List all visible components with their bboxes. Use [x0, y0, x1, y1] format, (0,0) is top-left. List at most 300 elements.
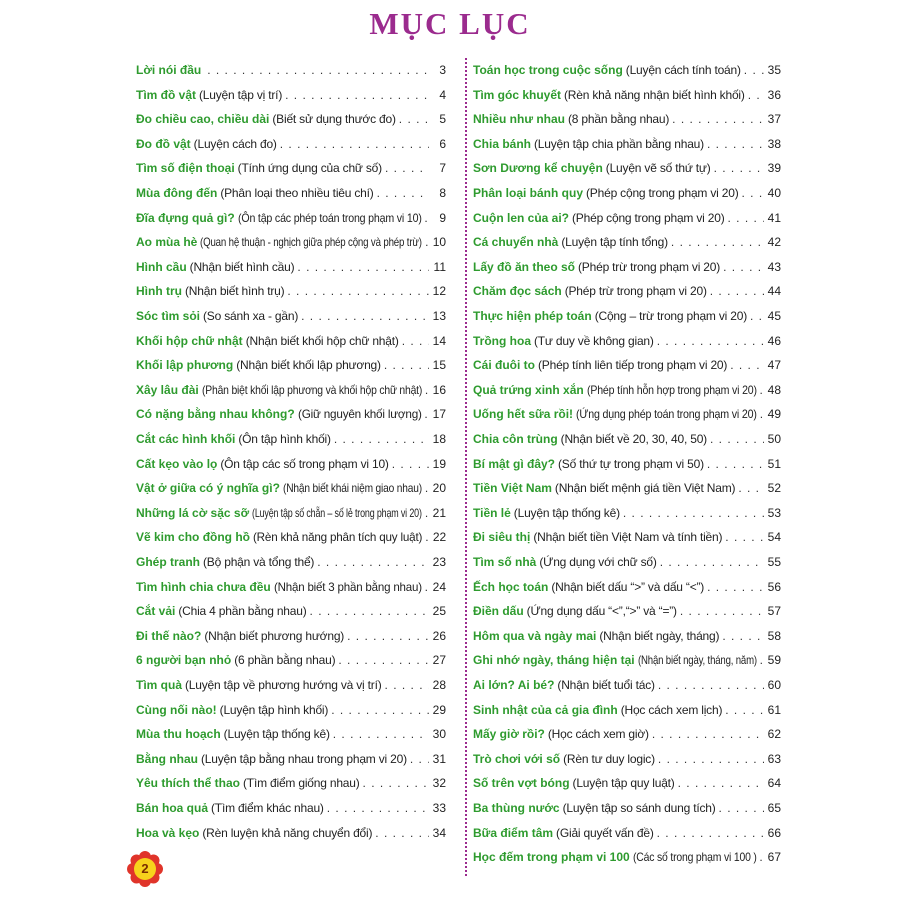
- toc-entry-title: Tìm đồ vật: [136, 87, 197, 102]
- toc-entry-title: Cùng nối nào!: [136, 702, 217, 717]
- toc-entry-title: Bằng nhau: [136, 751, 198, 766]
- toc-leader-dots: [297, 257, 429, 277]
- toc-entry-page: 55: [767, 555, 781, 569]
- toc-leader-dots: [719, 798, 764, 818]
- toc-entry-subtitle: (8 phần bằng nhau): [568, 112, 670, 127]
- toc-leader-dots: [287, 281, 429, 301]
- toc-entry-title: Cắt các hình khối: [136, 432, 236, 446]
- toc-entry-page: 26: [432, 628, 446, 643]
- toc-entry: [473, 823, 781, 843]
- toc-leader-dots: [207, 60, 429, 80]
- toc-entry-title: Số trên vợt bóng: [473, 776, 570, 791]
- toc-entry-subtitle: (Luyện tập quy luật): [572, 776, 675, 791]
- toc-entry-subtitle: (Nhận biết khái niệm giao nhau): [282, 481, 422, 496]
- toc-entry-subtitle: (Quan hệ thuận - nghịch giữa phép cộng và phép trừ): [200, 235, 423, 250]
- toc-entry-page: 22: [432, 530, 447, 545]
- toc-entry-title: Nhiều như nhau: [473, 112, 566, 127]
- toc-entry-subtitle: (Tính ứng dụng của chữ số): [237, 161, 382, 176]
- toc-entry-title: Xây lâu đài: [136, 382, 199, 397]
- toc-entry-title: Thực hiện phép toán: [473, 309, 592, 323]
- toc-leader-dots: [392, 454, 429, 474]
- toc-entry-title: Sinh nhật của cả gia đình: [473, 702, 618, 717]
- toc-entry: [473, 700, 781, 720]
- toc-entry-page: 48: [767, 382, 781, 397]
- toc-entry: [136, 208, 446, 228]
- toc-entry-title: Ếch học toán: [473, 579, 549, 594]
- toc-entry-subtitle: (Phép cộng trong phạm vi 20): [572, 210, 725, 225]
- toc-entry-subtitle: (Luyện cách đo): [193, 136, 277, 151]
- toc-leader-dots: [680, 601, 764, 621]
- toc-leader-dots: [730, 355, 764, 375]
- toc-entry-title: Tiền lẻ: [473, 505, 511, 520]
- toc-entry-title: Bán hoa quả: [136, 801, 209, 815]
- toc-entry: [136, 527, 446, 547]
- toc-entry: [473, 429, 781, 449]
- toc-leader-dots: [338, 650, 429, 670]
- toc-leader-dots: [748, 85, 764, 105]
- toc-leader-dots: [425, 232, 429, 252]
- toc-entry: [136, 232, 446, 252]
- toc-entry-subtitle: (Rèn tư duy logic): [563, 751, 655, 766]
- toc-entry: [473, 281, 781, 301]
- toc-entry-page: 19: [432, 456, 446, 471]
- toc-leader-dots: [347, 626, 429, 646]
- toc-entry-subtitle: (Cộng – trừ trong phạm vi 20): [594, 309, 747, 323]
- toc-leader-dots: [723, 257, 764, 277]
- toc-entry: [473, 527, 781, 547]
- toc-entry-title: Chia bánh: [473, 136, 532, 151]
- toc-entry: [136, 773, 446, 793]
- toc-entry: [136, 158, 446, 178]
- toc-entry-title: Cắt vải: [136, 604, 176, 619]
- toc-entry-title: Học đếm trong phạm vi 100: [473, 850, 630, 865]
- toc-leader-dots: [377, 183, 429, 203]
- toc-entry-title: Chăm đọc sách: [473, 284, 562, 299]
- toc-entry-subtitle: (Rèn khả năng nhận biết hình khối): [564, 87, 745, 102]
- toc-entry-page: 54: [767, 530, 781, 545]
- toc-entry-page: 3: [439, 63, 446, 77]
- toc-entry-subtitle: (Ứng dụng phép toán trong phạm vi 20): [576, 407, 757, 422]
- toc-entry: [473, 355, 781, 375]
- toc-entry-page: 62: [767, 727, 781, 742]
- toc-entry-page: 8: [439, 186, 446, 200]
- toc-entry-title: Tiền Việt Nam: [473, 481, 552, 496]
- toc-leader-dots: [385, 158, 429, 178]
- toc-entry-subtitle: (Luyện tập thống kê): [223, 727, 330, 742]
- toc-entry-subtitle: (Luyện cách tính toán): [625, 63, 741, 77]
- toc-entry: [136, 675, 446, 695]
- toc-leader-dots: [652, 724, 764, 744]
- toc-entry-subtitle: (Luyện tập chia phần bằng nhau): [534, 136, 704, 151]
- toc-entry-subtitle: (Nhận biết phương hướng): [204, 628, 345, 643]
- toc-entry: [473, 552, 781, 572]
- toc-entry-page: 66: [767, 825, 781, 840]
- toc-entry-page: 28: [432, 678, 446, 692]
- toc-entry-title: Đo chiều cao, chiều dài: [136, 112, 270, 127]
- toc-entry: [136, 798, 446, 818]
- page-title: MỤC LỤC: [369, 6, 531, 41]
- toc-entry-subtitle: (Số thứ tự trong phạm vi 50): [558, 456, 704, 471]
- toc-entry-page: 6: [439, 136, 446, 151]
- toc-entry: [136, 257, 446, 277]
- toc-entry: [136, 454, 446, 474]
- toc-entry-subtitle: (Phép cộng trong phạm vi 20): [586, 186, 739, 200]
- toc-leader-dots: [760, 404, 764, 424]
- toc-entry-subtitle: (Luyện tập thống kê): [513, 505, 620, 520]
- toc-leader-dots: [658, 749, 764, 769]
- toc-entry-title: Hôm qua và ngày mai: [473, 628, 597, 643]
- toc-entry-title: Tìm hình chia chưa đều: [136, 579, 271, 594]
- toc-entry-title: Vật ở giữa có ý nghĩa gì?: [136, 481, 280, 496]
- toc-entry-page: 59: [767, 653, 781, 668]
- toc-entry-title: Trò chơi với số: [473, 751, 561, 766]
- toc-leader-dots: [310, 601, 429, 621]
- toc-entry: [136, 650, 446, 670]
- toc-leader-dots: [714, 158, 764, 178]
- toc-leader-dots: [385, 675, 429, 695]
- toc-leader-dots: [331, 700, 429, 720]
- toc-entry-title: Cất kẹo vào lọ: [136, 456, 218, 471]
- toc-leader-dots: [760, 650, 764, 670]
- toc-entry: [473, 158, 781, 178]
- toc-leader-dots: [363, 773, 429, 793]
- toc-entry-subtitle: (Luyện tập tính tổng): [561, 235, 668, 250]
- toc-entry-subtitle: (Ứng dụng với chữ số): [539, 555, 657, 569]
- toc-entry-title: Bữa điểm tâm: [473, 825, 554, 840]
- toc-entry-title: Trồng hoa: [473, 333, 531, 348]
- toc-entry-subtitle: (Phép tính liên tiếp trong phạm vi 20): [538, 358, 728, 373]
- toc-leader-dots: [744, 60, 764, 80]
- toc-entry-title: Lấy đồ ăn theo số: [473, 259, 576, 274]
- toc-entry-subtitle: (Nhận biết mệnh giá tiền Việt Nam): [554, 481, 736, 496]
- toc-entry-subtitle: (Ôn tập hình khối): [238, 432, 331, 446]
- toc-entry-page: 7: [439, 161, 446, 176]
- toc-leader-dots: [707, 577, 764, 597]
- toc-entry: [136, 429, 446, 449]
- toc-leader-dots: [375, 823, 429, 843]
- toc-entry-title: 6 người bạn nhỏ: [136, 653, 232, 668]
- toc-entry-title: Tìm số nhà: [473, 555, 537, 569]
- toc-entry-page: 27: [432, 653, 446, 668]
- toc-entry-page: 34: [432, 825, 446, 840]
- toc-entry-page: 46: [767, 333, 781, 348]
- toc-entry-title: Toán học trong cuộc sống: [473, 63, 623, 77]
- toc-entry-page: 43: [767, 259, 781, 274]
- toc-entry-subtitle: (Nhận biết ngày, tháng, năm): [637, 653, 757, 668]
- toc-entry: [136, 134, 446, 154]
- toc-entry-page: 17: [432, 407, 446, 422]
- toc-entry-title: Lời nói đầu: [136, 63, 202, 77]
- toc-leader-dots: [707, 454, 764, 474]
- toc-entry-page: 15: [432, 358, 446, 373]
- toc-entry-title: Ghi nhớ ngày, tháng hiện tại: [473, 653, 635, 668]
- toc-entry: [136, 60, 446, 80]
- toc-leader-dots: [672, 109, 764, 129]
- toc-entry-subtitle: (Nhận biết dấu “>” và dấu “<”): [551, 579, 705, 594]
- toc-entry: [136, 823, 446, 843]
- toc-entry: [136, 109, 446, 129]
- toc-entry: [473, 232, 781, 252]
- toc-entry-subtitle: (Luyện tập hình khối): [219, 702, 329, 717]
- toc-entry-subtitle: (Giữ nguyên khối lượng): [297, 407, 422, 422]
- toc-entry: [473, 60, 781, 80]
- toc-entry-title: Cái đuôi to: [473, 358, 535, 373]
- toc-entry-page: 16: [432, 382, 446, 397]
- toc-leader-dots: [424, 404, 429, 424]
- toc-entry-page: 13: [432, 309, 446, 323]
- toc-entry-subtitle: (Phân loại theo nhiều tiêu chí): [220, 186, 374, 200]
- toc-entry: [136, 380, 446, 400]
- toc-entry-page: 42: [767, 235, 781, 250]
- toc-entry-page: 67: [767, 850, 781, 865]
- toc-entry-title: Điền dấu: [473, 604, 524, 619]
- toc-leader-dots: [760, 380, 765, 400]
- toc-entry: [136, 700, 446, 720]
- toc-leader-dots: [707, 134, 764, 154]
- toc-entry: [473, 601, 781, 621]
- toc-entry: [136, 404, 446, 424]
- toc-entry-subtitle: (Học cách xem giờ): [547, 727, 649, 742]
- toc-entry-subtitle: (Phép trừ trong phạm vi 20): [578, 259, 721, 274]
- toc-entry-page: 31: [432, 751, 446, 766]
- toc-entry-subtitle: (Chia 4 phần bằng nhau): [178, 604, 307, 619]
- toc-entry-title: Tìm số điện thoại: [136, 161, 235, 176]
- toc-entry-subtitle: (Nhận biết hình cầu): [189, 259, 295, 274]
- toc-entry-subtitle: (Nhận biết khối lập phương): [236, 358, 381, 373]
- toc-entry-title: Ai lớn? Ai bé?: [473, 678, 555, 692]
- toc-entry-page: 61: [767, 702, 781, 717]
- toc-entry: [136, 601, 446, 621]
- toc-entry-title: Những lá cờ sặc sỡ: [136, 505, 250, 520]
- toc-entry: [473, 798, 781, 818]
- toc-entry-subtitle: (Luyện tập so sánh dung tích): [562, 801, 716, 815]
- toc-entry-page: 41: [767, 210, 781, 225]
- toc-entry: [473, 85, 781, 105]
- toc-entry: [473, 626, 781, 646]
- toc-entry: [473, 454, 781, 474]
- toc-entry: [473, 503, 781, 523]
- toc-entry-subtitle: (Biết sử dụng thước đo): [272, 112, 396, 127]
- toc-entry-subtitle: (Nhận biết tiền Việt Nam và tính tiền): [533, 530, 723, 545]
- toc-entry-page: 35: [767, 63, 781, 77]
- toc-leader-dots: [285, 85, 429, 105]
- toc-entry-title: Cá chuyển nhà: [473, 235, 559, 250]
- page-number-badge: [127, 851, 163, 887]
- toc-entry: [136, 281, 446, 301]
- toc-entry-page: 21: [432, 505, 446, 520]
- toc-entry-title: Uống hết sữa rồi!: [473, 407, 574, 422]
- toc-leader-dots: [722, 626, 764, 646]
- toc-entry-subtitle: (Luyện tập bằng nhau trong phạm vi 20): [201, 751, 407, 766]
- toc-entry-subtitle: (Nhận biết hình trụ): [185, 284, 285, 299]
- toc-entry: [136, 503, 446, 523]
- toc-entry-page: 29: [432, 702, 446, 717]
- toc-entry-page: 50: [767, 432, 781, 446]
- toc-entry: [473, 208, 781, 228]
- toc-entry-title: Đi thế nào?: [136, 628, 202, 643]
- toc-entry-title: Khối hộp chữ nhật: [136, 333, 243, 348]
- toc-entry-page: 58: [767, 628, 781, 643]
- toc-entry-title: Chia côn trùng: [473, 432, 558, 446]
- toc-entry-page: 52: [767, 481, 781, 496]
- toc-entry-subtitle: (So sánh xa - gần): [203, 309, 299, 323]
- toc-entry-page: 47: [767, 358, 781, 373]
- toc-entry-title: Cuộn len của ai?: [473, 210, 570, 225]
- toc-leader-dots: [671, 232, 764, 252]
- toc-entry-title: Hình trụ: [136, 284, 182, 299]
- toc-entry-subtitle: (Nhận biết 3 phần bằng nhau): [273, 579, 422, 594]
- toc-leader-dots: [424, 208, 429, 228]
- toc-entry-page: 44: [767, 284, 781, 299]
- toc-entry-page: 14: [432, 333, 446, 348]
- toc-entry-page: 30: [432, 727, 446, 742]
- toc-leader-dots: [728, 208, 764, 228]
- toc-entry: [473, 380, 781, 400]
- toc-entry-subtitle: (Nhận biết tuổi tác): [557, 678, 655, 692]
- toc-entry-title: Bí mật gì đây?: [473, 456, 556, 471]
- toc-entry-page: 38: [767, 136, 781, 151]
- toc-entry-title: Khối lập phương: [136, 358, 234, 373]
- column-divider: [465, 58, 467, 876]
- toc-entry-title: Mấy giờ rồi?: [473, 727, 545, 742]
- toc-entry-page: 4: [439, 87, 446, 102]
- toc-entry: [473, 331, 781, 351]
- toc-leader-dots: [657, 823, 764, 843]
- toc-entry-page: 40: [767, 186, 781, 200]
- toc-leader-dots: [334, 429, 429, 449]
- toc-entry-subtitle: (Tìm điểm khác nhau): [211, 801, 324, 815]
- toc-entry: [473, 577, 781, 597]
- toc-leader-dots: [658, 675, 764, 695]
- page-number: 2: [141, 861, 149, 876]
- toc-entry-page: 45: [767, 309, 781, 323]
- toc-entry: [136, 577, 446, 597]
- toc-entry-page: 51: [767, 456, 781, 471]
- toc-entry-subtitle: (Ứng dụng dấu “<”,“>” và “=”): [526, 604, 677, 619]
- toc-entry-page: 60: [767, 678, 781, 692]
- toc-entry-subtitle: (Ôn tập các số trong phạm vi 10): [220, 456, 389, 471]
- toc-entry-title: Hình cầu: [136, 259, 187, 274]
- toc-entry-page: 18: [432, 432, 446, 446]
- toc-entry-title: Phân loại bánh quy: [473, 186, 584, 200]
- toc-entry-page: 24: [432, 579, 446, 594]
- toc-leader-dots: [425, 478, 429, 498]
- toc-entry-page: 63: [767, 751, 781, 766]
- toc-entry: [136, 626, 446, 646]
- toc-entry: [136, 331, 446, 351]
- toc-entry-title: Đĩa đựng quả gì?: [136, 210, 235, 225]
- toc-entry-title: Có nặng bằng nhau không?: [136, 407, 295, 422]
- toc-leader-dots: [317, 552, 429, 572]
- toc-leader-dots: [384, 355, 429, 375]
- toc-entry-page: 23: [432, 555, 446, 569]
- toc-entry-page: 64: [767, 776, 781, 791]
- toc-entry-subtitle: (6 phần bằng nhau): [234, 653, 336, 668]
- toc-entry: [473, 478, 781, 498]
- toc-leader-dots: [425, 503, 429, 523]
- toc-entry-page: 36: [767, 87, 781, 102]
- toc-entry-page: 56: [767, 579, 781, 594]
- toc-leader-dots: [301, 306, 429, 326]
- toc-entry-title: Sơn Dương kể chuyện: [473, 161, 603, 176]
- toc-leader-dots: [399, 109, 429, 129]
- toc-entry-subtitle: (Luyện tập số chẵn – số lẻ trong phạm vi 20): [252, 505, 422, 520]
- toc-entry-page: 32: [432, 776, 446, 791]
- toc-entry: [136, 724, 446, 744]
- toc-entry: [473, 724, 781, 744]
- toc-entry: [473, 650, 781, 670]
- toc-entry-subtitle: (Tìm điểm giống nhau): [243, 776, 360, 791]
- toc-entry-title: Ba thùng nước: [473, 801, 560, 815]
- toc-entry-title: Sóc tìm sỏi: [136, 309, 201, 323]
- toc-entry-title: Vẽ kim cho đồng hồ: [136, 530, 251, 545]
- toc-leader-dots: [333, 724, 429, 744]
- toc-entry-subtitle: (Học cách xem lịch): [620, 702, 723, 717]
- toc-entry-subtitle: (Giải quyết vấn đề): [556, 825, 654, 840]
- toc-entry-page: 37: [767, 112, 781, 127]
- toc-entry: [136, 355, 446, 375]
- toc-entry-subtitle: (Ôn tập các phép toán trong phạm vi 10): [237, 210, 422, 225]
- toc-entry-page: 57: [767, 604, 781, 619]
- toc-entry-subtitle: (Nhận biết khối hộp chữ nhật): [245, 333, 399, 348]
- toc-entry-subtitle: (Các số trong phạm vi 100 ): [632, 850, 757, 865]
- toc-entry-page: 12: [432, 284, 446, 299]
- toc-leader-dots: [742, 183, 764, 203]
- toc-entry-title: Tìm quà: [136, 678, 183, 692]
- toc-entry-subtitle: (Bộ phận và tổng thể): [203, 555, 315, 569]
- toc-entry-subtitle: (Phép trừ trong phạm vi 20): [564, 284, 707, 299]
- toc-leader-dots: [750, 306, 764, 326]
- toc-entry-subtitle: (Rèn khả năng phân tích quy luật): [253, 530, 423, 545]
- toc-entry-title: Đo đồ vật: [136, 136, 191, 151]
- toc-leader-dots: [425, 380, 429, 400]
- toc-entry-title: Hoa và kẹo: [136, 825, 200, 840]
- toc-leader-dots: [410, 749, 429, 769]
- toc-entry-subtitle: (Nhận biết ngày, tháng): [599, 628, 720, 643]
- toc-entry-title: Tìm góc khuyết: [473, 87, 562, 102]
- toc-entry-page: 10: [432, 235, 447, 250]
- toc-entry-page: 33: [432, 801, 446, 815]
- toc-leader-dots: [280, 134, 429, 154]
- toc-entry-page: 53: [767, 505, 781, 520]
- toc-entry-page: 39: [767, 161, 781, 176]
- toc-entry-title: Ghép tranh: [136, 555, 201, 569]
- toc-entry-title: Ao mùa hè: [136, 235, 198, 250]
- toc-leader-dots: [623, 503, 764, 523]
- toc-entry: [473, 675, 781, 695]
- toc-leader-dots: [657, 331, 764, 351]
- toc-entry-subtitle: (Phân biệt khối lập phương và khối hộp chữ nhật): [201, 382, 422, 397]
- toc-leader-dots: [759, 847, 764, 867]
- toc-entry: [136, 552, 446, 572]
- toc-entry: [473, 134, 781, 154]
- toc-entry-page: 9: [439, 210, 446, 225]
- toc-leader-dots: [725, 700, 764, 720]
- toc-entry-title: Mùa đông đến: [136, 186, 218, 200]
- toc-entry: [473, 404, 781, 424]
- toc-entry-page: 49: [767, 407, 781, 422]
- toc-entry: [136, 306, 446, 326]
- toc-entry-subtitle: (Luyện tập về phương hướng và vị trí): [185, 678, 382, 692]
- toc-entry: [473, 109, 781, 129]
- toc-entry-page: 5: [439, 112, 446, 127]
- toc-entry-page: 11: [433, 259, 446, 274]
- toc-leader-dots: [327, 798, 429, 818]
- toc-entry-subtitle: (Luyện tập vị trí): [199, 87, 283, 102]
- toc-leader-dots: [425, 577, 429, 597]
- toc-entry: [473, 306, 781, 326]
- toc-entry-subtitle: (Nhận biết về 20, 30, 40, 50): [560, 432, 707, 446]
